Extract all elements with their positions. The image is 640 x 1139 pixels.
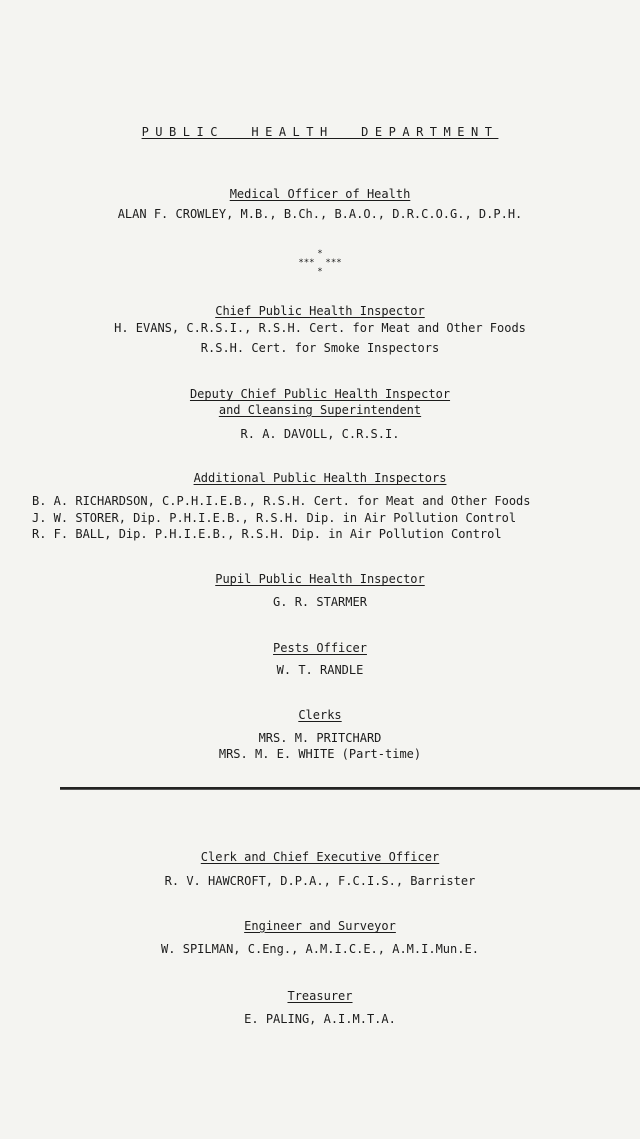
department-heading: PUBLIC HEALTH DEPARTMENT xyxy=(141,125,499,139)
chief-phi-name: H. EVANS, C.R.S.I., R.S.H. Cert. for Meat and Other Foods xyxy=(114,321,526,335)
additional-name-3: R. F. BALL, Dip. P.H.I.E.B., R.S.H. Dip. in Air Pollution Control xyxy=(32,527,502,541)
additional-name-2: J. W. STORER, Dip. P.H.I.E.B., R.S.H. Dip. in Air Pollution Control xyxy=(32,511,517,525)
clerks-title: Clerks xyxy=(298,708,342,722)
pupil-name: G. R. STARMER xyxy=(273,595,367,609)
engineer-name: W. SPILMAN, C.Eng., A.M.I.C.E., A.M.I.Mun.E. xyxy=(161,942,479,956)
deputy-title-line1: Deputy Chief Public Health Inspector xyxy=(189,387,451,401)
treasurer-title: Treasurer xyxy=(287,989,353,1003)
deputy-title-line2: and Cleansing Superintendent xyxy=(218,403,422,417)
clerk-name-2: MRS. M. E. WHITE (Part-time) xyxy=(218,747,422,761)
ornament-middle: *** *** xyxy=(298,258,342,268)
pests-name: W. T. RANDLE xyxy=(276,663,364,677)
ornament-top: * xyxy=(317,249,323,259)
moh-name: ALAN F. CROWLEY, M.B., B.Ch., B.A.O., D.R.C.O.G., D.P.H. xyxy=(117,207,523,221)
additional-title: Additional Public Health Inspectors xyxy=(193,471,447,485)
treasurer-name: E. PALING, A.I.M.T.A. xyxy=(244,1012,396,1026)
section-divider xyxy=(60,787,640,790)
pupil-title: Pupil Public Health Inspector xyxy=(215,572,425,586)
deputy-name: R. A. DAVOLL, C.R.S.I. xyxy=(240,427,400,441)
clerk-name-1: MRS. M. PRITCHARD xyxy=(258,731,382,745)
engineer-title: Engineer and Surveyor xyxy=(244,919,396,933)
chief-phi-cert: R.S.H. Cert. for Smoke Inspectors xyxy=(200,341,440,355)
moh-title: Medical Officer of Health xyxy=(229,187,411,201)
ornament-bottom: * xyxy=(317,267,323,277)
clerk-exec-name: R. V. HAWCROFT, D.P.A., F.C.I.S., Barrister xyxy=(164,874,476,888)
pests-title: Pests Officer xyxy=(273,641,367,655)
additional-name-1: B. A. RICHARDSON, C.P.H.I.E.B., R.S.H. Cert. for Meat and Other Foods xyxy=(32,494,531,508)
chief-phi-title: Chief Public Health Inspector xyxy=(215,304,425,318)
clerk-exec-title: Clerk and Chief Executive Officer xyxy=(200,850,440,864)
